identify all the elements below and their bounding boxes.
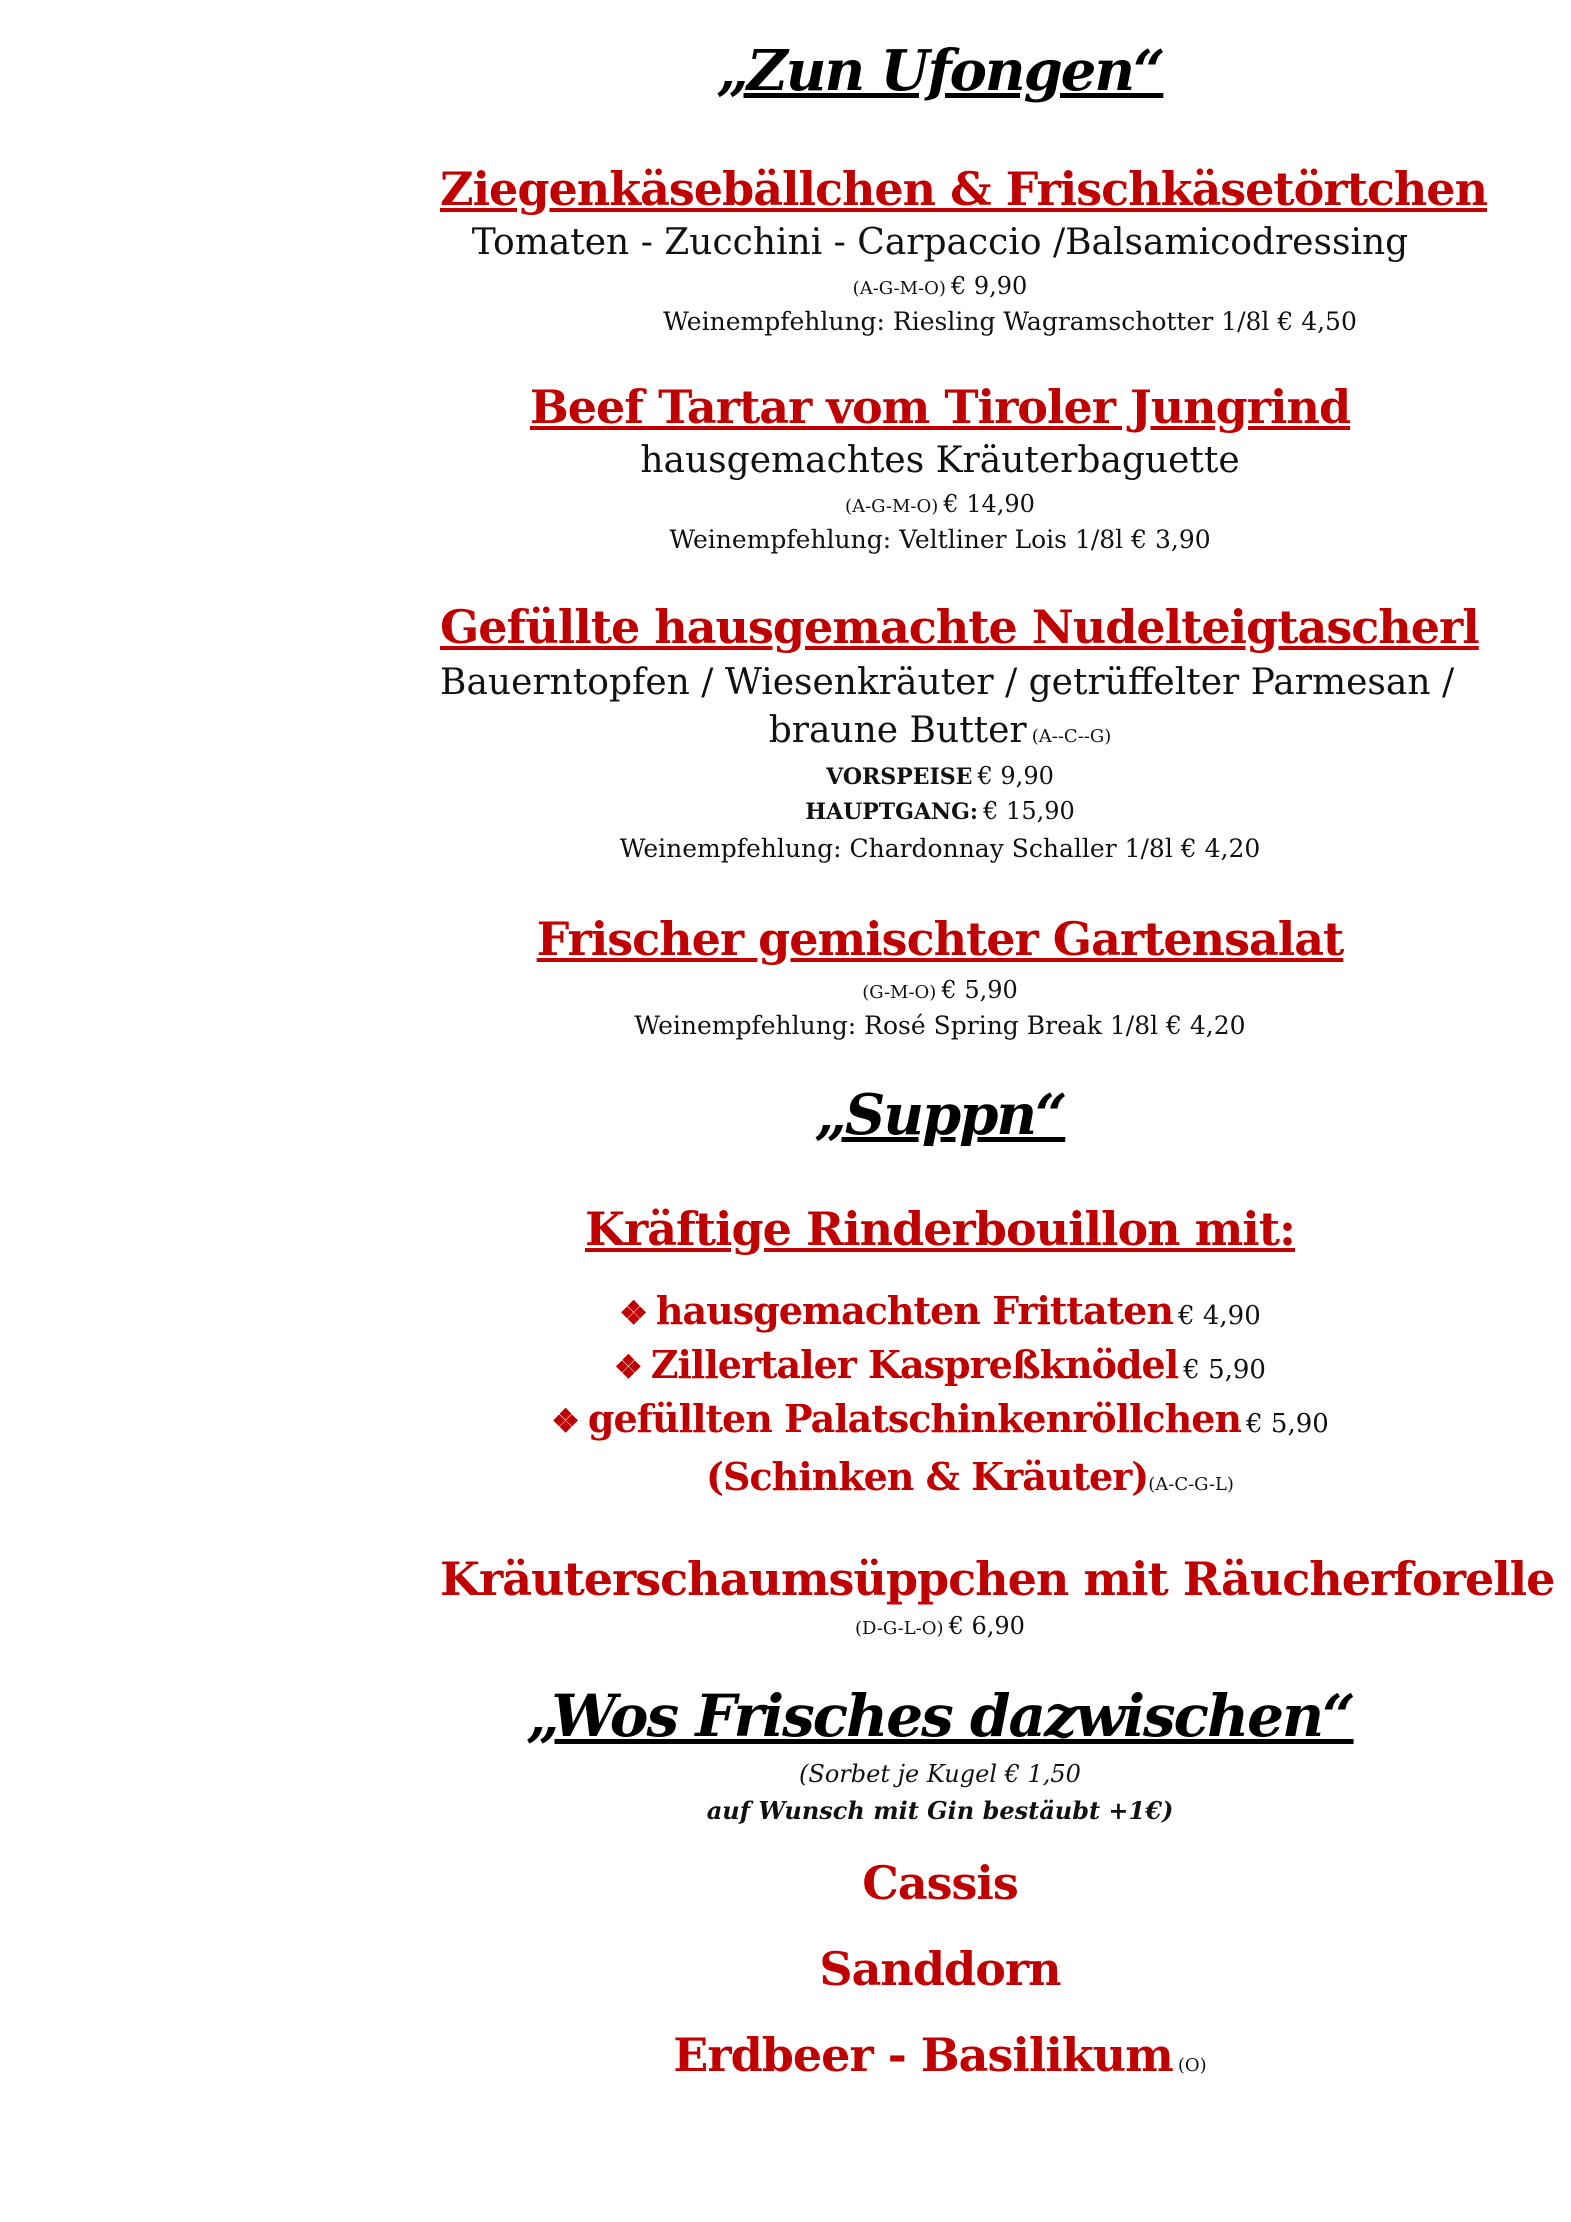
wine-recommendation: Weinempfehlung: Riesling Wagramschotter 1/8l € 4,50 — [663, 307, 1357, 336]
soup-option — [440, 1288, 1440, 1333]
price: € 9,90 — [950, 272, 1028, 300]
soup-note: (Schinken & Kräuter) — [706, 1454, 1149, 1499]
dish-price-line — [440, 490, 1440, 518]
soup-option-label: gefüllten Palatschinkenröllchen — [587, 1396, 1242, 1441]
soup-option — [440, 1396, 1440, 1441]
dish-description: hausgemachtes Kräuterbaguette — [640, 440, 1240, 481]
sorbet-flavor-line — [440, 2028, 1440, 2082]
starter-label: VORSPEISE — [826, 764, 973, 790]
wine-recommendation: Weinempfehlung: Rosé Spring Break 1/8l € 4,20 — [634, 1011, 1246, 1040]
starter-price: € 9,90 — [977, 762, 1054, 790]
sorbet-flavor: Sanddorn — [819, 1942, 1061, 1996]
allergen-codes: (D-G-L-O) — [855, 1618, 944, 1639]
wine-recommendation: Weinempfehlung: Veltliner Lois 1/8l € 3,90 — [669, 525, 1211, 554]
section-title-starters: „Zun Ufongen“ — [716, 38, 1164, 104]
soup-note-line — [470, 1454, 1470, 1499]
soup-option — [440, 1342, 1440, 1387]
soup-title: Kräftige Rinderbouillon mit: — [584, 1202, 1296, 1256]
soup-title: Kräuterschaumsüppchen mit Räucherforelle — [440, 1552, 1555, 1606]
dish-title: Beef Tartar vom Tiroler Jungrind — [529, 380, 1351, 434]
sorbet-note: (Sorbet je Kugel € 1,50 — [799, 1760, 1081, 1788]
dish-title: Ziegenkäsebällchen & Frischkäsetörtchen — [440, 162, 1488, 216]
section-title-soups: „Suppn“ — [814, 1082, 1066, 1148]
soup-option-price: € 5,90 — [1183, 1355, 1266, 1385]
soup-option-price: € 4,90 — [1178, 1301, 1261, 1331]
sorbet-flavor: Erdbeer - Basilikum — [673, 2028, 1173, 2082]
wine-recommendation: Weinempfehlung: Chardonnay Schaller 1/8l € 4,20 — [619, 834, 1261, 863]
main-price: € 15,90 — [983, 797, 1075, 825]
allergen-codes: (G-M-O) — [862, 982, 937, 1003]
allergen-codes: (A-G-M-O) — [852, 278, 946, 299]
price: € 6,90 — [948, 1612, 1025, 1640]
soup-option-label: Zillertaler Kaspreßknödel — [650, 1342, 1179, 1387]
sorbet-flavor: Cassis — [862, 1856, 1018, 1910]
allergen-codes: (A-G-M-O) — [845, 496, 939, 517]
price: € 14,90 — [943, 490, 1035, 518]
main-label: HAUPTGANG: — [805, 799, 979, 825]
dish-description-text: braune Butter — [768, 710, 1027, 751]
soup-option-price: € 5,90 — [1246, 1409, 1329, 1439]
diamond-bullet-icon: ❖ — [551, 1402, 580, 1440]
allergen-codes: (A-C-G-L) — [1148, 1474, 1234, 1495]
dish-title: Frischer gemischter Gartensalat — [536, 912, 1344, 966]
dish-price-line — [440, 1612, 1440, 1640]
dish-description-line2 — [440, 710, 1440, 751]
price: € 5,90 — [941, 976, 1018, 1004]
diamond-bullet-icon: ❖ — [614, 1348, 643, 1386]
main-price-line — [440, 797, 1440, 825]
dish-title: Gefüllte hausgemachte Nudelteigtascherl — [440, 600, 1479, 654]
allergen-codes: (O) — [1177, 2055, 1207, 2076]
dish-description-line1: Bauerntopfen / Wiesenkräuter / getrüffelter Parmesan / — [440, 662, 1455, 703]
dish-price-line — [440, 976, 1440, 1004]
dish-price-line — [440, 272, 1440, 300]
starter-price-line — [440, 762, 1440, 790]
section-title-sorbet: „Wos Frisches dazwischen“ — [526, 1682, 1354, 1750]
diamond-bullet-icon: ❖ — [619, 1294, 648, 1332]
allergen-codes: (A--C--G) — [1031, 726, 1112, 747]
sorbet-gin-note: auf Wunsch mit Gin bestäubt +1€) — [706, 1796, 1174, 1825]
soup-option-label: hausgemachten Frittaten — [655, 1288, 1173, 1333]
dish-description: Tomaten - Zucchini - Carpaccio /Balsamicodressing — [471, 222, 1409, 263]
